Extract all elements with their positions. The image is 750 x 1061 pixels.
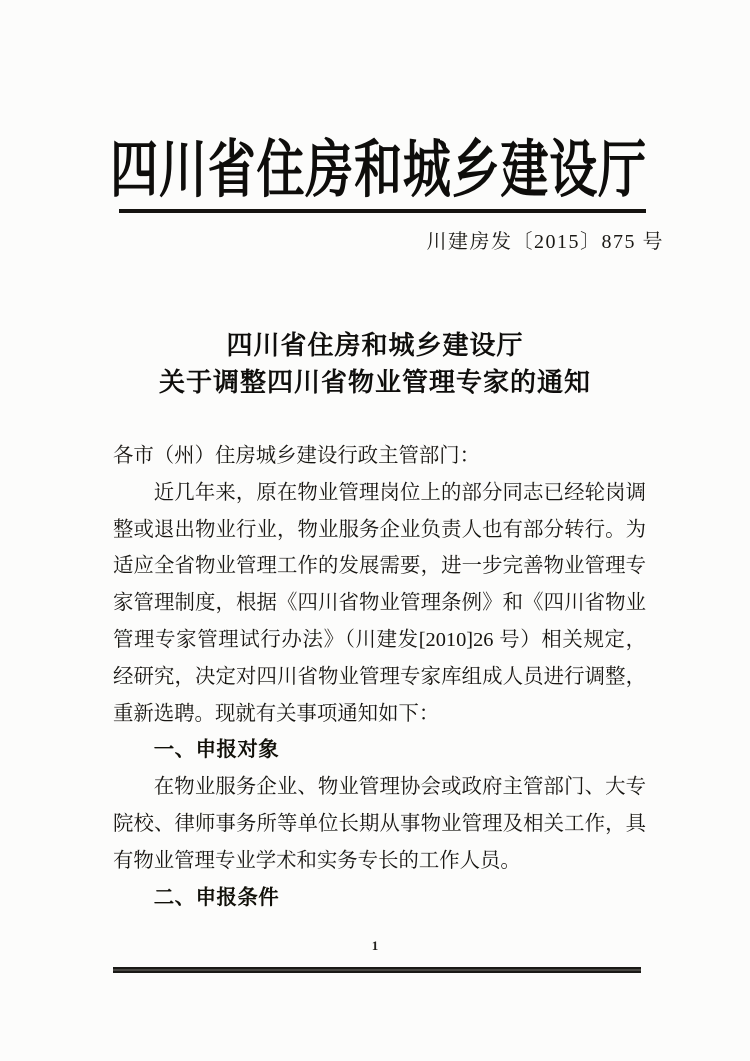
title-line-1: 四川省住房和城乡建设厅	[226, 331, 524, 360]
title-line-2: 关于调整四川省物业管理专家的通知	[158, 368, 591, 397]
page-bottom-rule	[113, 967, 641, 974]
document-reference-number: 川建房发〔2015〕875 号	[426, 231, 664, 253]
intro-paragraph: 近几年来，原在物业管理岗位上的部分同志已经轮岗调整或退出物业行业，物业服务企业负责人也有部分转行。为适应全省物业管理工作的发展需要，进一步完善物业管理专家管理制度，根据《四川省物业管理条例》和《四川省物业管理专家管理试行办法》（川建发[2010]26 号）相关规定，经研究，决定对四川省物业管理专家库组成人员进行调整，重新选聘。现就有关事项通知如下：	[113, 481, 646, 725]
agency-name: 四川省住房和城乡建设厅	[109, 135, 647, 205]
section-heading-1: 一、申报对象	[153, 739, 280, 762]
section-heading-2: 二、申报条件	[153, 886, 280, 909]
salutation-line: 各市（州）住房城乡建设行政主管部门：	[113, 445, 481, 467]
masthead-divider-rule	[119, 209, 646, 213]
document-title	[0, 327, 750, 401]
section-1-paragraph: 在物业服务企业、物业管理协会或政府主管部门、大专院校、律师事务所等单位长期从事物业管理及相关工作，具有物业管理专业学术和实务专长的工作人员。	[113, 776, 646, 872]
page-number: 1	[371, 938, 379, 953]
agency-masthead	[100, 126, 656, 204]
document-body	[113, 438, 646, 916]
